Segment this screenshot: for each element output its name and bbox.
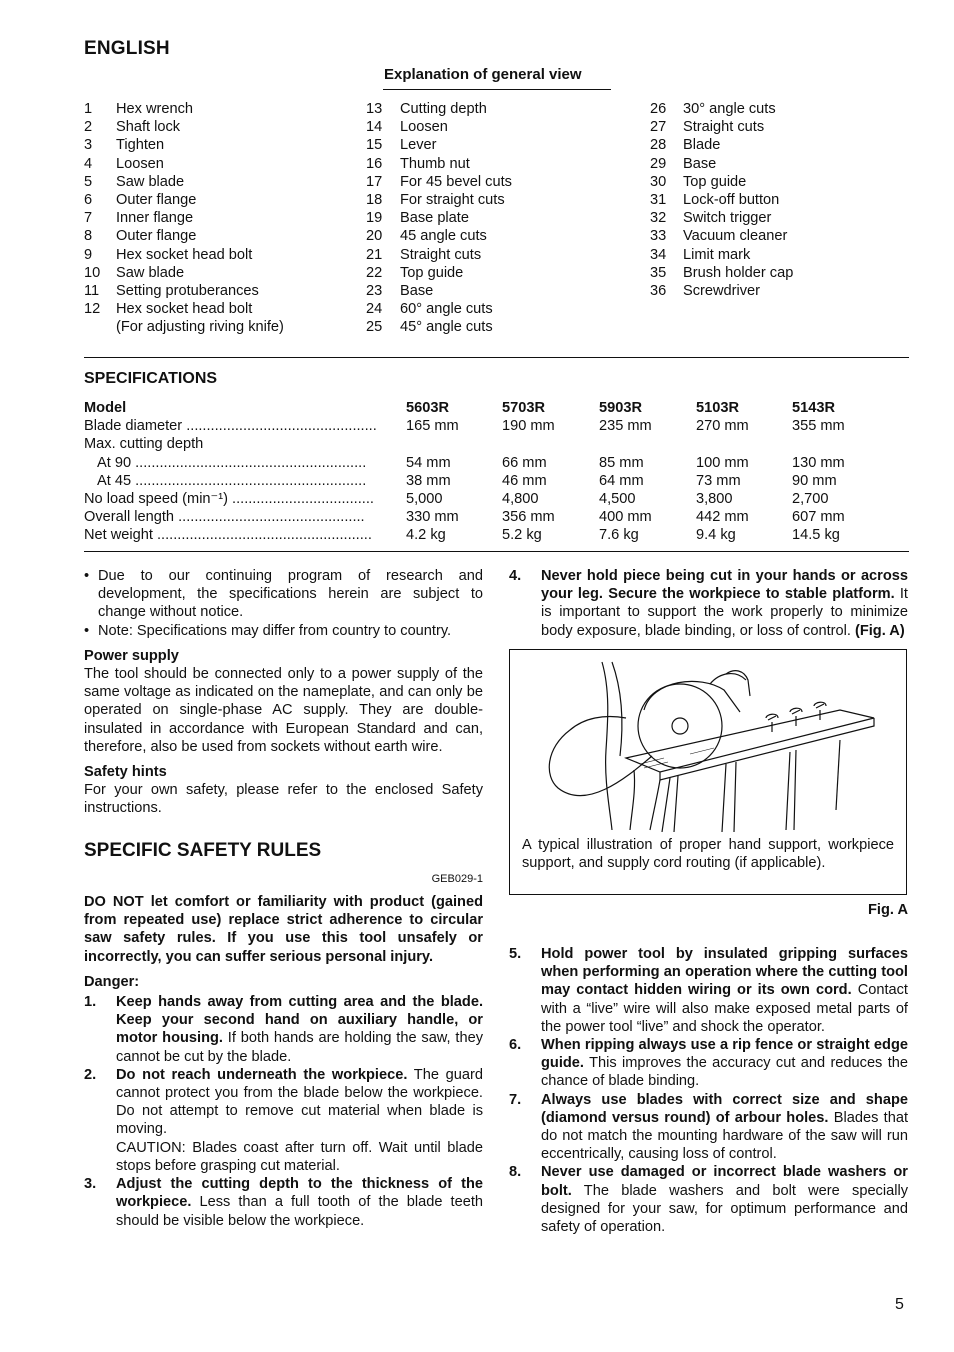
legend-number: 2	[84, 119, 93, 136]
legend-item	[650, 209, 793, 227]
legend-item	[84, 173, 284, 191]
legend-number: 23	[366, 282, 383, 299]
legend-number: 36	[650, 282, 667, 299]
legend-item	[650, 100, 793, 118]
spec-value: 355 mm	[792, 418, 845, 435]
spec-value: 190 mm	[502, 418, 555, 435]
spec-value: 66 mm	[502, 454, 547, 471]
spec-value: 330 mm	[406, 509, 459, 526]
spec-value: 5603R	[406, 400, 450, 416]
legend-item	[84, 246, 284, 264]
legend-item	[84, 300, 284, 318]
legend-item	[366, 246, 512, 264]
spec-value: 165 mm	[406, 418, 459, 435]
spec-value: 130 mm	[792, 454, 845, 471]
legend-label: For straight cuts	[400, 191, 505, 208]
legend-number: 18	[366, 191, 383, 208]
legend-item	[650, 227, 793, 245]
rule-item: 5. Hold power tool by insulated gripping surfaces when performing an operation where the cutting tool may contact hidden wiring or its own cord. Contact with a “live” wire will also make exposed metal parts of the power tool “live” and shock the operator.	[509, 946, 908, 1035]
legend-number	[84, 318, 116, 336]
legend-item	[366, 100, 512, 118]
explanation-title: Explanation of general view	[384, 66, 582, 83]
legend-number: 27	[650, 119, 667, 136]
figure-caption: A typical illustration of proper hand support, workpiece support, and supply cord routing (if applicable).	[522, 836, 894, 872]
bullet-item: • Due to our continuing program of research and development, the specifications herein are subject to change without notice.	[84, 568, 483, 621]
legend-number: 32	[650, 210, 667, 227]
warning-text: DO NOT let comfort or familiarity with product (gained from repeated use) replace strict adherence to circular saw safety rules. If you use this tool unsafely or incorrectly, you can suffer serious personal injury.	[84, 894, 483, 965]
legend-item	[650, 282, 793, 300]
spec-label: At 45 .........................................................	[97, 472, 367, 489]
legend-item	[366, 227, 512, 245]
spec-value: 5.2 kg	[502, 527, 542, 544]
legend-label: 45 angle cuts	[400, 228, 487, 245]
rule-item: 6. When ripping always use a rip fence or straight edge guide. This improves the accuracy cut and reduces the chance of blade binding.	[509, 1037, 908, 1090]
legend-number: 33	[650, 228, 667, 245]
legend-item	[84, 100, 284, 118]
legend-item	[650, 118, 793, 136]
legend-label: Blade	[683, 137, 721, 154]
bullet-text: Note: Specifications may differ from country to country.	[98, 622, 452, 639]
legend-number: 11	[84, 282, 100, 299]
legend-item	[366, 264, 512, 282]
bullet-item: • Note: Specifications may differ from country to country.	[84, 622, 483, 640]
spec-label: At 90 .........................................................	[97, 454, 367, 471]
rule-item: 4. Never hold piece being cut in your hands or across your leg. Secure the workpiece to stable platform. It is important to support the work properly to minimize body exposure, blade binding, or loss of control. (Fig. A)	[509, 568, 908, 639]
legend-item	[84, 209, 284, 227]
legend-item	[650, 155, 793, 173]
explanation-underline	[383, 89, 611, 90]
legend-label: Tighten	[116, 137, 165, 154]
legend-label: Inner flange	[116, 210, 194, 227]
legend-column-1	[84, 100, 284, 336]
spec-value: 100 mm	[696, 454, 749, 471]
right-column	[509, 567, 908, 1236]
legend-item	[366, 282, 512, 300]
legend-column-2	[366, 100, 512, 336]
spec-label: Overall length ..............................................	[84, 509, 365, 526]
rule-item: 7. Always use blades with correct size and shape (diamond versus round) of arbour holes. Blades that do not match the mounting hardware of the saw will run eccentrically, causing loss of control.	[509, 1091, 909, 1163]
spec-value: 400 mm	[599, 509, 652, 526]
legend-label: Loosen	[116, 155, 164, 172]
spec-row	[84, 454, 909, 472]
legend-number: 15	[366, 137, 383, 154]
legend-item	[84, 318, 284, 336]
legend-label: Brush holder cap	[683, 264, 794, 281]
spec-row	[84, 435, 909, 453]
legend-label: Loosen	[400, 119, 448, 136]
bullet-text: Due to our continuing program of research and development, the specifications herein are subject to change without notice.	[98, 568, 483, 621]
legend-item	[366, 209, 512, 227]
spec-row	[84, 472, 909, 490]
rule-item: 1. Keep hands away from cutting area and the blade. Keep your second hand on auxiliary handle, or motor housing. If both hands are holding the saw, they cannot be cut by the blade.	[84, 994, 483, 1065]
spec-label: Net weight .....................................................	[84, 527, 372, 544]
spec-row	[84, 526, 909, 544]
legend-label: Hex wrench	[116, 101, 194, 117]
safety-hints-heading: Safety hints	[84, 764, 167, 781]
spec-value: 7.6 kg	[599, 527, 639, 544]
spec-value: 38 mm	[406, 472, 451, 489]
legend-item	[84, 155, 284, 173]
spec-value: 5903R	[599, 400, 643, 416]
legend-number: 17	[366, 173, 383, 190]
legend-item	[84, 191, 284, 209]
legend-number: 14	[366, 119, 383, 136]
spec-value: 64 mm	[599, 472, 644, 489]
legend-item	[366, 155, 512, 173]
spec-value: 2,700	[792, 490, 829, 507]
legend-label: 60° angle cuts	[400, 301, 493, 318]
legend-number: 12	[84, 301, 101, 318]
spec-label: No load speed (min⁻¹) ...................................	[84, 490, 374, 507]
saw-illustration	[540, 660, 880, 832]
spec-value: 442 mm	[696, 509, 749, 526]
legend-number: 4	[84, 155, 93, 172]
legend-item	[366, 136, 512, 154]
legend-label: Outer flange	[116, 191, 197, 208]
legend-number: 1	[84, 101, 93, 117]
spec-label: Max. cutting depth	[84, 436, 204, 453]
spec-value: 270 mm	[696, 418, 749, 435]
legend-number: 6	[84, 191, 93, 208]
legend-item	[84, 136, 284, 154]
legend-label: 30° angle cuts	[683, 101, 776, 117]
legend-number: 7	[84, 210, 93, 227]
rule-item: 8. Never use damaged or incorrect blade washers or bolt. The blade washers and bolt were specially designed for your saw, for optimum performance and safety of operation.	[509, 1164, 908, 1236]
legend-number: 26	[650, 101, 667, 117]
spec-value: 4,800	[502, 490, 539, 507]
spec-value: 73 mm	[696, 472, 741, 489]
legend-item	[84, 282, 284, 300]
legend-label: Lock-off button	[683, 191, 780, 208]
figure-label: Fig. A	[868, 901, 908, 918]
spec-value: 14.5 kg	[792, 527, 840, 544]
spec-value: 9.4 kg	[696, 527, 736, 544]
legend-label: Cutting depth	[400, 101, 487, 117]
legend-number: 13	[366, 101, 383, 117]
legend-item	[366, 118, 512, 136]
legend-number: 31	[650, 191, 667, 208]
spec-row	[84, 508, 909, 526]
legend-number: 30	[650, 173, 667, 190]
legend-label: Base	[683, 155, 717, 172]
legend-label: Shaft lock	[116, 119, 181, 136]
legend-number: 16	[366, 155, 383, 172]
legend-number: 29	[650, 155, 667, 172]
legend-number: 9	[84, 246, 93, 263]
legend-label: Base plate	[400, 210, 469, 227]
legend-label: Setting protuberances	[116, 282, 259, 299]
legend-number: 20	[366, 228, 383, 245]
legend-label: Base	[400, 282, 434, 299]
legend-label: Switch trigger	[683, 210, 772, 227]
legend-label: Limit mark	[683, 246, 751, 263]
spec-value: 90 mm	[792, 472, 837, 489]
legend-item	[84, 264, 284, 282]
legend-label: Top guide	[683, 173, 747, 190]
legend-label: Saw blade	[116, 264, 185, 281]
figure-a-box	[509, 649, 907, 895]
legend-item	[650, 173, 793, 191]
spec-value: 5103R	[696, 400, 740, 416]
legend-item	[650, 246, 793, 264]
spec-row	[84, 490, 909, 508]
legend-number: 8	[84, 228, 93, 245]
legend-label: Vacuum cleaner	[683, 228, 788, 245]
legend-label: Lever	[400, 137, 437, 154]
document-code: GEB029-1	[431, 872, 483, 885]
spec-value: 5703R	[502, 400, 546, 416]
legend-item	[650, 264, 793, 282]
legend-label: Hex socket head bolt	[116, 246, 253, 263]
legend-item	[84, 227, 284, 245]
spec-value: 85 mm	[599, 454, 644, 471]
specifications-table	[84, 399, 909, 545]
spec-value: 5,000	[406, 490, 443, 507]
legend-label: Hex socket head bolt	[116, 301, 253, 318]
danger-heading: Danger:	[84, 973, 140, 990]
safety-hints-text: For your own safety, please refer to the enclosed Safety instructions.	[84, 782, 483, 817]
spec-value: 54 mm	[406, 454, 451, 471]
divider	[84, 551, 909, 552]
legend-number: 19	[366, 210, 383, 227]
legend-label: Top guide	[400, 264, 464, 281]
spec-value: 5143R	[792, 400, 836, 416]
legend-label: Straight cuts	[400, 246, 482, 263]
legend-number: 22	[366, 264, 383, 281]
legend-number: 10	[84, 264, 101, 281]
legend-column-3	[650, 100, 793, 300]
legend-number: 28	[650, 137, 667, 154]
legend-item	[650, 191, 793, 209]
spec-value: 4.2 kg	[406, 527, 446, 544]
spec-row	[84, 399, 909, 417]
legend-number: 24	[366, 301, 383, 318]
spec-value: 235 mm	[599, 418, 652, 435]
legend-label: Screwdriver	[683, 282, 761, 299]
legend-item	[84, 118, 284, 136]
legend-number: 35	[650, 264, 667, 281]
spec-label: Model	[84, 400, 127, 416]
spec-value: 46 mm	[502, 472, 547, 489]
left-column	[84, 567, 483, 1230]
legend-item	[366, 191, 512, 209]
legend-label: For 45 bevel cuts	[400, 173, 512, 190]
spec-value: 3,800	[696, 490, 733, 507]
legend-number: 25	[366, 319, 383, 336]
power-supply-text: The tool should be connected only to a power supply of the same voltage as indicated on the nameplate, and can only be operated on single-phase AC supply. They are double-insulated in accordance with European Standard and can, therefore, also be used from sockets without earth wire.	[84, 666, 483, 755]
spec-value: 607 mm	[792, 509, 845, 526]
spec-label: Blade diameter ...............................................	[84, 418, 377, 435]
legend-label: Saw blade	[116, 173, 185, 190]
spec-value: 4,500	[599, 490, 636, 507]
legend-label: Thumb nut	[400, 155, 470, 172]
specifications-heading: SPECIFICATIONS	[84, 370, 218, 387]
legend-item	[650, 136, 793, 154]
legend-label: (For adjusting riving knife)	[116, 319, 284, 336]
page-number: 5	[895, 1296, 904, 1313]
legend-number: 5	[84, 173, 93, 190]
legend-number: 21	[366, 246, 383, 263]
legend-label: Outer flange	[116, 228, 197, 245]
spec-value: 356 mm	[502, 509, 555, 526]
divider	[84, 357, 909, 358]
legend-item	[366, 318, 512, 336]
power-supply-heading: Power supply	[84, 647, 179, 664]
rule-item: 2. Do not reach underneath the workpiece. The guard cannot protect you from the blade below the workpiece. Do not attempt to remove cut material when blade is moving. CAUTION: Blades coast after turn off. Wait until blade stops before grasping cut material.	[84, 1066, 483, 1174]
safety-rules-heading: SPECIFIC SAFETY RULES	[84, 839, 322, 861]
legend-label: Straight cuts	[683, 119, 765, 136]
rule-item: 3. Adjust the cutting depth to the thickness of the workpiece. Less than a full tooth of the blade teeth should be visible below the workpiece.	[84, 1176, 483, 1229]
legend-number: 3	[84, 137, 93, 154]
legend-item	[366, 300, 512, 318]
legend-number: 34	[650, 246, 667, 263]
spec-row	[84, 417, 909, 435]
language-heading: ENGLISH	[84, 38, 170, 59]
legend-label: 45° angle cuts	[400, 319, 493, 336]
legend-item	[366, 173, 512, 191]
